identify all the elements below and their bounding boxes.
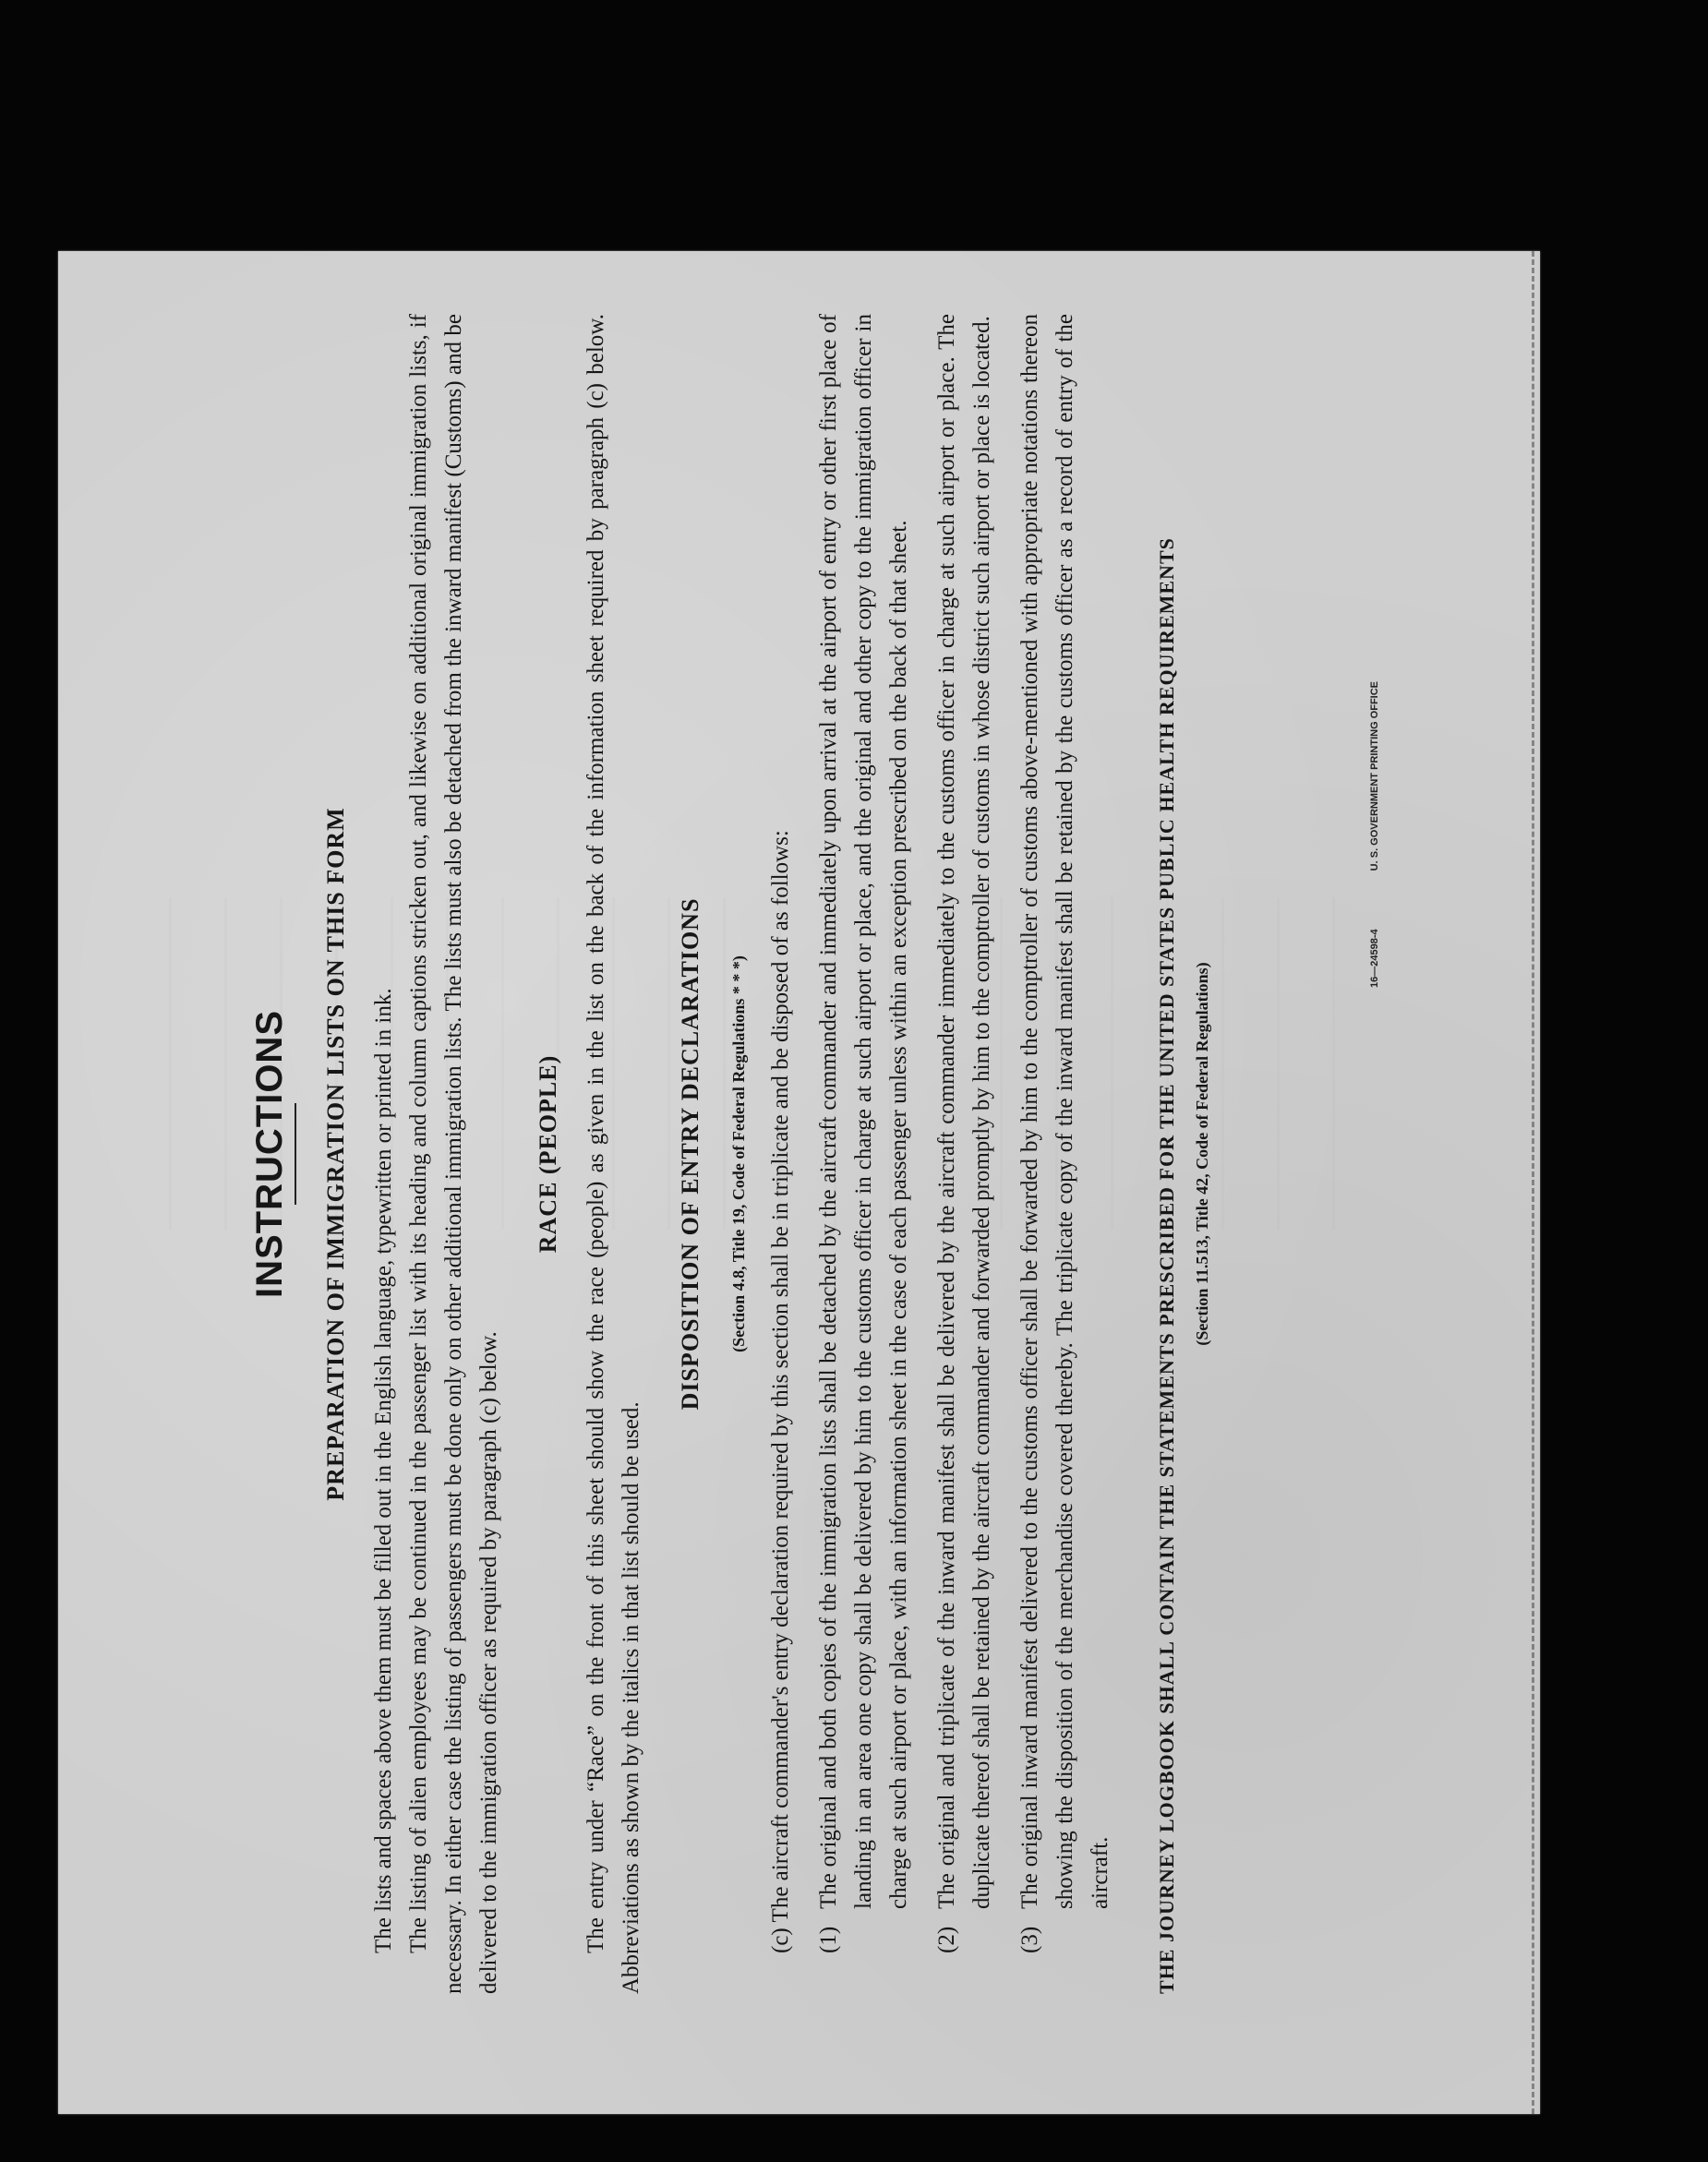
race-paragraph: The entry under “Race” on the front of this sheet should show the race (people) as given in the list on the back of the information sheet required by paragraph (c) below. Abbreviations as shown by the italics in that list should be used. [583, 314, 644, 1994]
page-title: INSTRUCTIONS [249, 1010, 290, 1298]
title-underline [295, 1103, 296, 1205]
preparation-paragraph-1: The lists and spaces above them must be filled out in the English language, typewritten or printed in ink. [371, 988, 396, 1953]
section-heading-race: RACE (PEOPLE) [535, 1054, 561, 1254]
item-text: The original and both copies of the immigration lists shall be detached by the aircraft commander and immediately upon arrival at the airport of entry or other first place of landing in an area one copy shall be delivered by him to the customs officer in charge at such airport or place, and the original and other copy to the immigration officer in charge at such airport or place, with an information sheet in the case of each passenger unless within an exception prescribed on the back of that sheet. [816, 314, 911, 1909]
document-page [58, 251, 1540, 2114]
disposition-citation: (Section 4.8, Title 19, Code of Federal Regulations * * *) [729, 955, 748, 1352]
disposition-intro: (c) The aircraft commander's entry declaration required by this section shall be in triplicate and be disposed of as follows: [768, 830, 793, 1953]
form-code: 16—24598-4 [1369, 929, 1380, 988]
item-text: The original and triplicate of the inward manifest shall be delivered by the aircraft commander immediately to the customs officer in charge at such airport or place. The duplicate thereof shall be retained by the aircraft commander and forwarded promptly by him to the comptroller of customs in whose district such airport or place is located. [934, 314, 994, 1909]
logbook-requirement-heading: THE JOURNEY LOGBOOK SHALL CONTAIN THE STATEMENTS PRESCRIBED FOR THE UNITED STATES PUBLIC HEALTH REQUIREMENTS [1155, 537, 1178, 1994]
disposition-item [930, 314, 1000, 1994]
printer-imprint [1369, 681, 1380, 988]
item-number: (2) [934, 1926, 959, 1953]
disposition-item [1013, 314, 1118, 1994]
logbook-requirement-citation: (Section 11.513, Title 42, Code of Federal Regulations) [1193, 962, 1211, 1346]
preparation-paragraph-2: The listing of alien employees may be continued in the passenger list with its heading and column captions stricken out, and likewise on additional original immigration lists, if necessary. In either case the listing of passengers must be done only on other additional immigration lists. The lists must also be detached from the inward manifest (Customs) and be delivered to the immigration officer as required by paragraph (c) below. [406, 314, 501, 1994]
printer-name: U. S. GOVERNMENT PRINTING OFFICE [1369, 680, 1380, 871]
instructions-body [249, 314, 1220, 1994]
rotated-content [58, 251, 1540, 2114]
section-heading-preparation: PREPARATION OF IMMIGRATION LISTS ON THIS FORM [322, 807, 349, 1501]
item-text: The original inward manifest delivered to the customs officer shall be forwarded by him to the comptroller of customs above-mentioned with appropriate notations thereon showing the disposition of the merchandise covered thereby. The triplicate copy of the inward manifest shall be retained by the customs officer as a record of entry of the aircraft. [1017, 314, 1113, 1909]
disposition-item [812, 314, 917, 1994]
item-number: (1) [816, 1926, 841, 1953]
item-number: (3) [1017, 1926, 1042, 1953]
section-heading-disposition: DISPOSITION OF ENTRY DECLARATIONS [677, 897, 704, 1411]
